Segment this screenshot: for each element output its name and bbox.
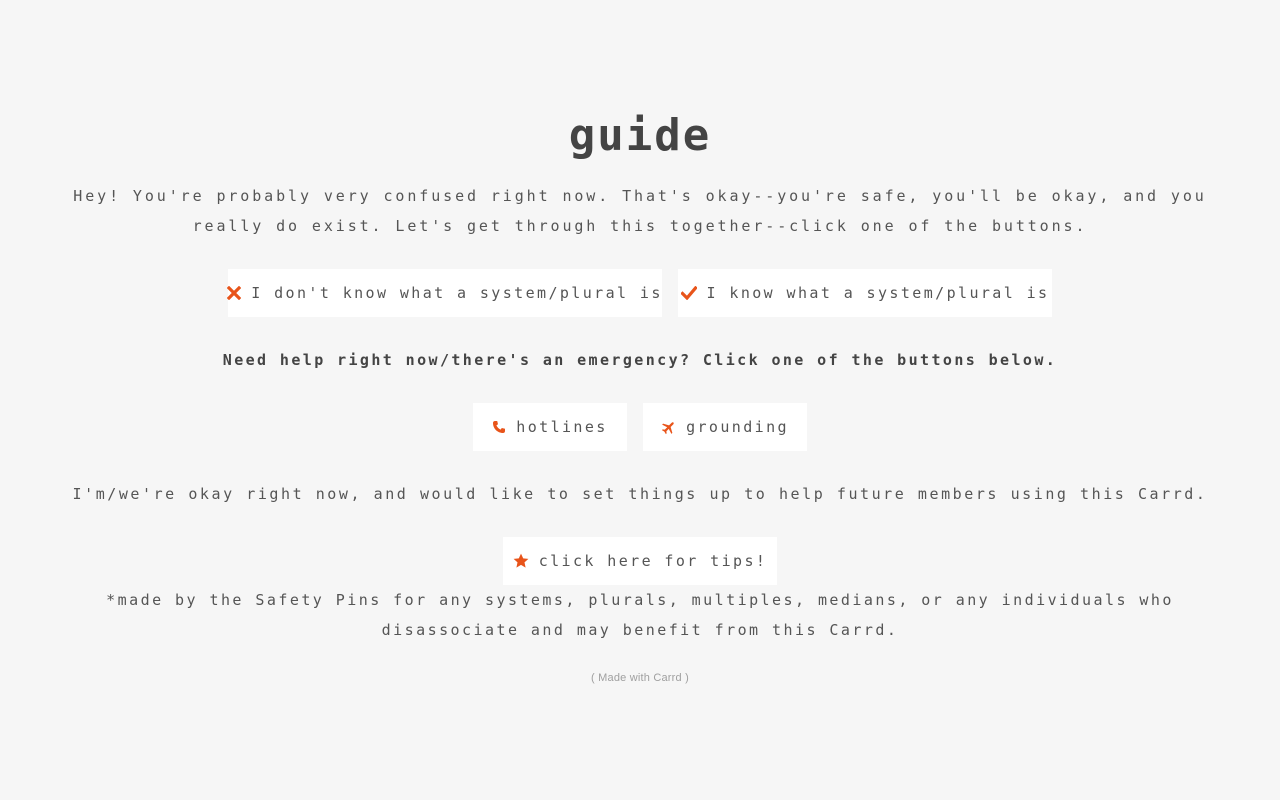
intro-line-1: Hey! You're probably very confused right now. That's okay--you're safe, you'll be okay, and you [73,187,1207,205]
grounding-label: grounding [686,418,789,436]
footnote-line-2: disassociate and may benefit from this Carrd. [381,621,899,639]
check-icon [681,285,697,301]
grounding-button[interactable] [643,403,807,451]
dont-know-system-button[interactable] [228,269,662,317]
tips-label: click here for tips! [538,552,768,570]
dont-know-system-label: I don't know what a system/plural is [251,284,663,302]
page-title: guide [568,110,712,161]
star-icon [513,553,529,569]
know-system-button[interactable] [678,269,1052,317]
help-button-row [0,403,1280,451]
know-system-label: I know what a system/plural is [706,284,1050,302]
phone-icon [492,419,506,435]
intro-text [0,181,1280,241]
intro-line-2: really do exist. Let's get through this together--click one of the buttons. [192,217,1088,235]
choice-button-row [0,269,1280,317]
tips-button[interactable] [503,537,777,585]
footnote-text [0,585,1280,645]
tips-button-row [0,537,1280,585]
footnote-line-1: *made by the Safety Pins for any systems, plurals, multiples, medians, or any individuals who [106,591,1174,609]
emergency-text: Need help right now/there's an emergency? Click one of the buttons below. [222,351,1058,369]
hotlines-label: hotlines [516,418,608,436]
hotlines-button[interactable] [473,403,627,451]
okay-text: I'm/we're okay right now, and would like to set things up to help future members using this Carrd. [72,485,1208,503]
x-icon [227,285,241,301]
plane-icon [661,419,676,435]
made-with-carrd-link[interactable]: ( Made with Carrd ) [591,672,689,684]
